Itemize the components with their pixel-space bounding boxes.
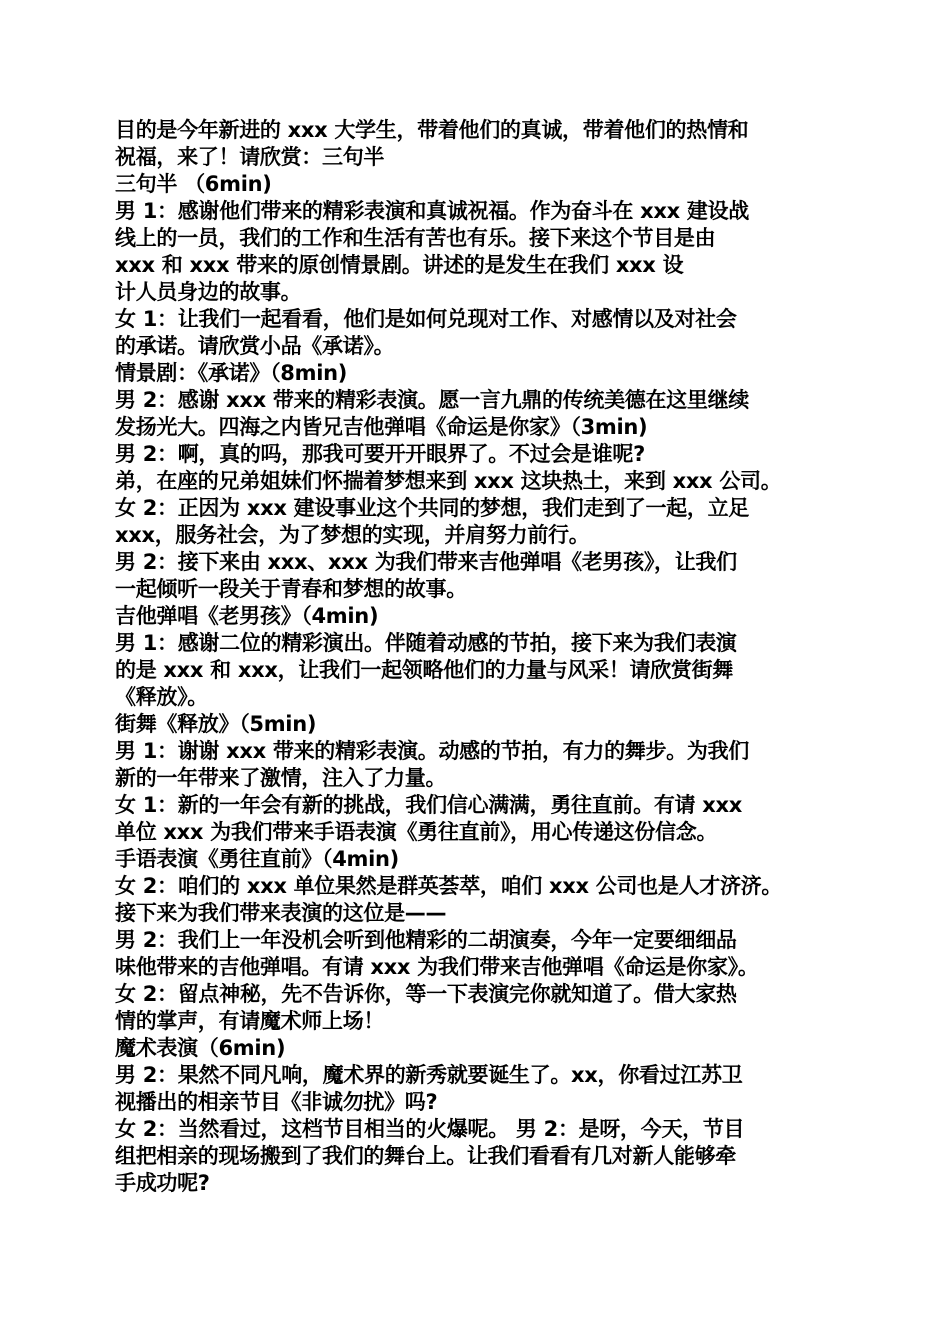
- text-line: 男 2：果然不同凡响，魔术界的新秀就要诞生了。xx，你看过江苏卫: [115, 1063, 743, 1087]
- text-line: 接下来为我们带来表演的这位是——: [115, 901, 447, 925]
- text-line: 魔术表演（6min): [115, 1036, 286, 1060]
- text-line: 男 2：感谢 xxx 带来的精彩表演。愿一言九鼎的传统美德在这里继续: [115, 388, 749, 412]
- text-line: 女 2：留点神秘，先不告诉你，等一下表演完你就知道了。借大家热: [115, 982, 737, 1006]
- text-line: 组把相亲的现场搬到了我们的舞台上。让我们看看有几对新人能够牵: [115, 1144, 736, 1168]
- text-line: 线上的一员，我们的工作和生活有苦也有乐。接下来这个节目是由: [115, 226, 716, 250]
- text-line: 女 2：正因为 xxx 建设事业这个共同的梦想，我们走到了一起，立足: [115, 496, 749, 520]
- text-line: 男 1：谢谢 xxx 带来的精彩表演。动感的节拍，有力的舞步。为我们: [115, 739, 749, 763]
- text-line: 女 1：让我们一起看看，他们是如何兑现对工作、对感情以及对社会: [115, 307, 737, 331]
- text-line: 男 1：感谢二位的精彩演出。伴随着动感的节拍，接下来为我们表演: [115, 631, 737, 655]
- document-body: [115, 117, 845, 1197]
- text-line: 一起倾听一段关于青春和梦想的故事。: [115, 577, 467, 601]
- text-line: 女 2：当然看过，这档节目相当的火爆呢。 男 2：是呀，今天，节目: [115, 1117, 745, 1141]
- text-line: 新的一年带来了激情，注入了力量。: [115, 766, 447, 790]
- text-line: 街舞《释放》（5min): [115, 712, 317, 736]
- text-line: 女 1：新的一年会有新的挑战，我们信心满满，勇往直前。有请 xxx: [115, 793, 742, 817]
- text-line: 手成功呢?: [115, 1171, 210, 1195]
- text-line: 发扬光大。四海之内皆兄吉他弹唱《命运是你家》（3min): [115, 415, 648, 439]
- text-line: 单位 xxx 为我们带来手语表演《勇往直前》，用心传递这份信念。: [115, 820, 718, 844]
- text-line: 祝福，来了！请欣赏：三句半: [115, 145, 385, 169]
- text-line: 的承诺。请欣赏小品《承诺》。: [115, 334, 395, 358]
- text-line: 目的是今年新进的 xxx 大学生，带着他们的真诚，带着他们的热情和: [115, 118, 749, 142]
- text-line: 情景剧：《承诺》（8min): [115, 361, 348, 385]
- text-line: 男 2：接下来由 xxx、xxx 为我们带来吉他弹唱《老男孩》，让我们: [115, 550, 737, 574]
- text-line: 的是 xxx 和 xxx，让我们一起领略他们的力量与风采！请欣赏街舞: [115, 658, 734, 682]
- text-line: 情的掌声，有请魔术师上场！: [115, 1009, 385, 1033]
- text-line: 视播出的相亲节目《非诚勿扰》吗?: [115, 1090, 438, 1114]
- text-line: 男 1：感谢他们带来的精彩表演和真诚祝福。作为奋斗在 xxx 建设战: [115, 199, 749, 223]
- text-line: 吉他弹唱《老男孩》（4min): [115, 604, 379, 628]
- text-line: 男 2：啊，真的吗，那我可要开开眼界了。不过会是谁呢?: [115, 442, 646, 466]
- text-line: xxx 和 xxx 带来的原创情景剧。讲述的是发生在我们 xxx 设: [115, 253, 684, 277]
- text-line: 三句半 （6min): [115, 172, 272, 196]
- text-line: 男 2：我们上一年没机会听到他精彩的二胡演奏，今年一定要细细品: [115, 928, 737, 952]
- text-line: 女 2：咱们的 xxx 单位果然是群英荟萃，咱们 xxx 公司也是人才济济。: [115, 874, 783, 898]
- text-line: 计人员身边的故事。: [115, 280, 302, 304]
- text-line: 《释放》。: [115, 685, 208, 709]
- text-line: 手语表演《勇往直前》（4min): [115, 847, 399, 871]
- text-line: 弟，在座的兄弟姐妹们怀揣着梦想来到 xxx 这块热土，来到 xxx 公司。: [115, 469, 782, 493]
- text-line: 味他带来的吉他弹唱。有请 xxx 为我们带来吉他弹唱《命运是你家》。: [115, 955, 759, 979]
- text-line: xxx，服务社会，为了梦想的实现，并肩努力前行。: [115, 523, 590, 547]
